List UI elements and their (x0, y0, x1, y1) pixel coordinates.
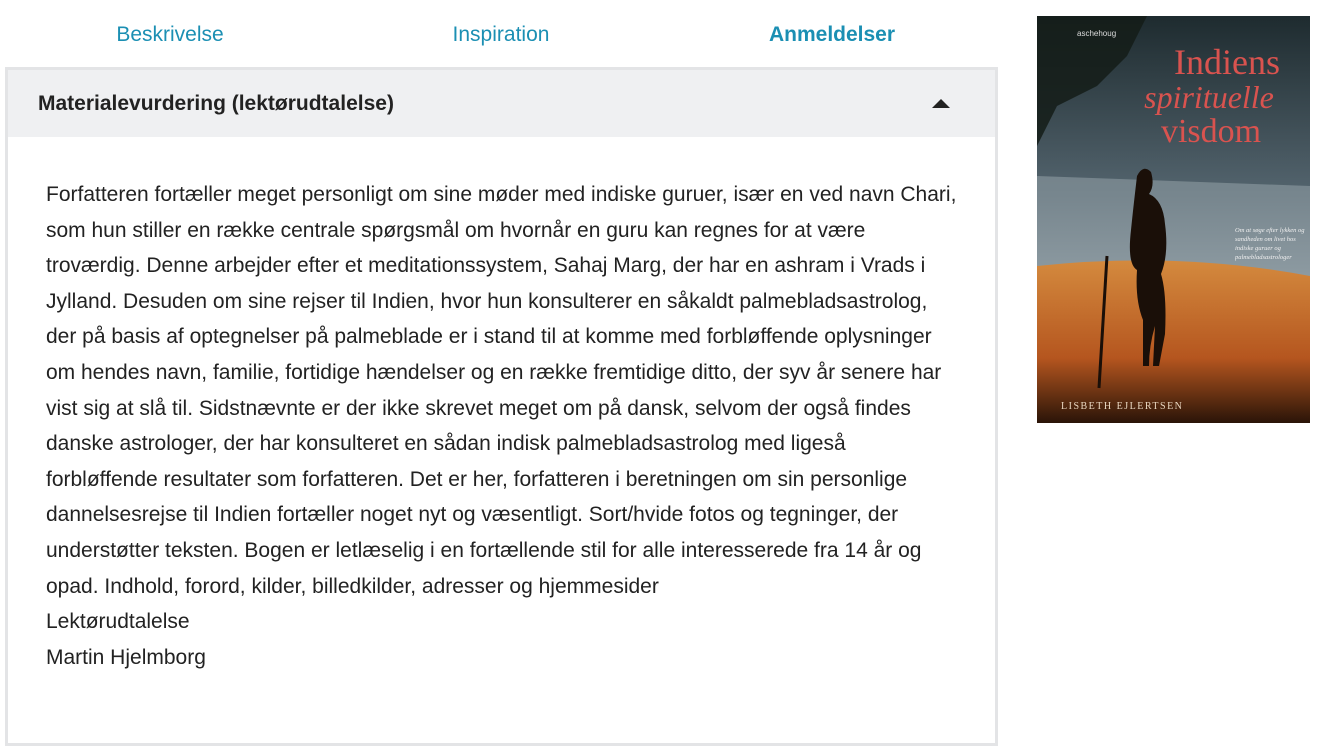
cover-author: LISBETH EJLERTSEN (1061, 401, 1184, 412)
review-panel (5, 67, 998, 746)
tab-beskrivelse[interactable]: Beskrivelse (116, 23, 224, 46)
review-body (8, 137, 995, 675)
tab-inspiration[interactable]: Inspiration (452, 23, 550, 46)
tab-anmeldelser[interactable]: Anmeldelser (667, 0, 997, 70)
cover-publisher: aschehoug (1077, 29, 1117, 38)
review-source: Lektørudtalelse (46, 610, 190, 634)
cover-title-1: Indiens (1174, 42, 1280, 82)
tab-bar (5, 0, 997, 70)
cover-title-2: spirituelle (1144, 79, 1274, 115)
reviewer-name: Martin Hjelmborg (46, 645, 206, 669)
cover-subtitle: Om at søge efter lykken og sandheden om livet hos indiske guruer og palmebladsastrologer (1235, 227, 1305, 261)
panel-bottom-border (5, 743, 998, 746)
caret-up-icon[interactable] (932, 99, 950, 108)
review-text: Forfatteren fortæller meget personligt om sine møder med indiske guruer, især en ved navn Chari, som hun stiller en række centrale spørgsmål om hvornår en guru kan regnes for at være troværdig. Denne arbejder efter et meditationssystem, Sahaj Marg, der har en ashram i Vrads i Jylland. Desuden om sine rejser til Indien, hvor hun konsulterer en såkaldt palmebladsastrolog, der på basis af optegnelser på palmeblade er i stand til at komme med forbløffende oplysninger om hendes navn, familie, fortidige hændelser og en række fremtidige ditto, der syv år senere har vist sig at slå til. Sidstnævnte er der ikke skrevet meget om på dansk, selvom der også findes danske astrologer, der har konsulteret en sådan indisk palmebladsastrolog med ligeså forbløffende resultater som forfatteren. Det er her, forfatteren i beretningen om sin personlige dannelsesrejse til Indien fortæller noget nyt og væsentligt. Sort/hvide fotos og tegninger, der understøtter teksten. Bogen er letlæselig i en fortællende stil for alle interesserede fra 14 år og opad. Indhold, forord, kilder, billedkilder, adresser og hjemmesider (46, 183, 957, 598)
book-cover-image[interactable] (1037, 16, 1310, 423)
panel-title: Materialevurdering (lektørudtalelse) (38, 91, 394, 115)
cover-title-3: visdom (1160, 113, 1262, 150)
accordion-header[interactable] (8, 70, 995, 137)
